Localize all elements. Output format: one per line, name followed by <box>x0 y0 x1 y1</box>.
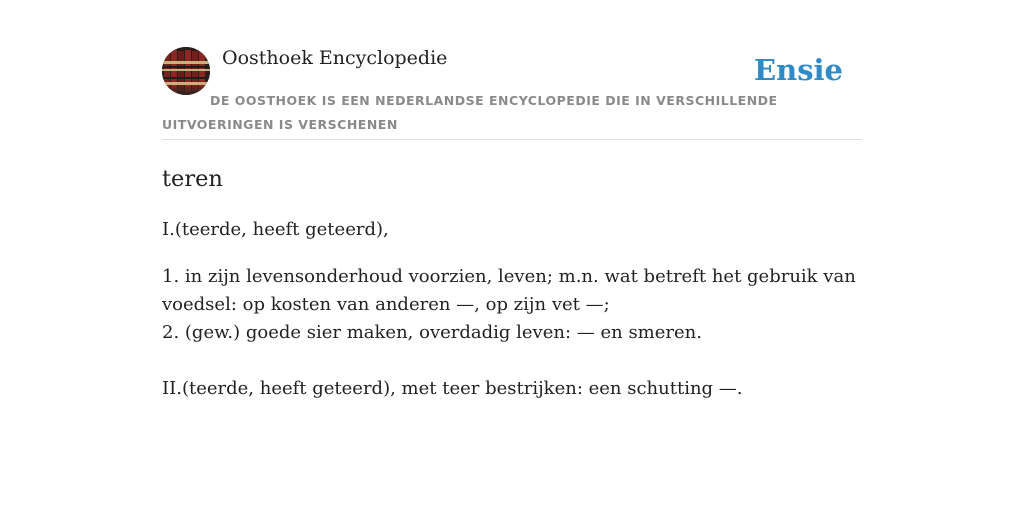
brand-logo-link[interactable]: Ensie <box>754 53 843 87</box>
entry-paragraph: II.(teerde, heeft geteerd), met teer bestrijken: een schutting —. <box>162 378 743 399</box>
site-title-link[interactable]: Oosthoek Encyclopedie <box>222 47 448 69</box>
entry-paragraph <box>162 263 862 347</box>
site-header <box>162 0 862 140</box>
entry-paragraph: I.(teerde, heeft geteerd), <box>162 219 389 240</box>
encyclopedia-books-icon[interactable] <box>162 47 210 95</box>
entry-title: teren <box>162 166 223 192</box>
definition-2: 2. (gew.) goede sier maken, overdadig leven: — en smeren. <box>162 322 702 343</box>
site-tagline: DE OOSTHOEK IS EEN NEDERLANDSE ENCYCLOPEDIE DIE IN VERSCHILLENDE UITVOERINGEN IS VERSCHENEN <box>162 93 778 132</box>
page-container <box>162 0 862 399</box>
definition-1: 1. in zijn levensonderhoud voorzien, leven; m.n. wat betreft het gebruik van voedsel: op kosten van anderen —, op zijn vet —; <box>162 266 856 315</box>
